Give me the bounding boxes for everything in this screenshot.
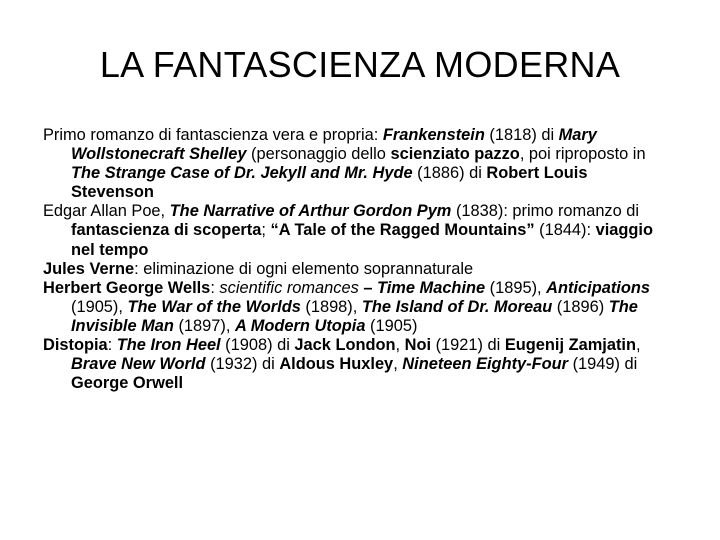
text-run: viaggio nel tempo [71,221,654,259]
text-run: : [210,278,220,297]
text-run: (1896) [552,297,609,316]
text-run: fantascienza di scoperta [71,221,262,240]
text-run: , [636,336,641,355]
text-run: A Modern Utopia [234,316,366,335]
text-run: Eugenij Zamjatin [504,336,636,355]
text-run: Mary Wollstonecraft Shelley [71,126,597,164]
text-run: Brave New World [71,355,206,374]
text-run: Herbert George Wells [43,278,211,297]
text-run: scientific romances [219,278,359,297]
body-paragraph [43,260,673,279]
text-run: ; [261,221,271,240]
text-run: , poi riproposto in [519,145,646,164]
body-paragraph [43,336,673,393]
text-run: The War of the Worlds [127,297,301,316]
text-run: (1886) di [412,164,487,183]
text-run: The Iron Heel [116,336,221,355]
text-run: George Orwell [71,374,184,393]
text-run: The Island of Dr. Moreau [361,297,553,316]
text-run: “A Tale of the Ragged Mountains” [270,221,535,240]
text-run: Jules Verne [43,259,135,278]
slide-body [43,126,673,393]
slide-title: LA FANTASCIENZA MODERNA [99,44,621,85]
text-run: Anticipations [546,278,650,297]
text-run: (1949) di [568,355,638,374]
text-run: (1921) di [431,336,505,355]
text-run: – [358,278,378,297]
text-run: (1932) di [205,355,280,374]
text-run: scienziato pazzo [390,145,520,164]
text-run: (1898), [300,297,362,316]
body-paragraph [43,279,673,336]
text-run: Jack London [294,336,396,355]
text-run: Noi [404,336,432,355]
text-run: (1897), [173,316,235,335]
text-run: : eliminazione di ogni elemento soprannaturale [134,259,474,278]
text-run: Edgar Allan Poe, [43,202,170,221]
text-run: (1844): [534,221,596,240]
text-run: (1908) di [220,336,295,355]
text-run: Nineteen Eighty-Four [402,355,569,374]
text-run: (1895), [485,278,547,297]
text-run: Robert Louis Stevenson [71,164,588,202]
body-paragraph [43,126,673,202]
text-run: (1905), [71,297,128,316]
text-run: (1905) [365,316,418,335]
text-run: Frankenstein [382,126,485,144]
text-run: (1818) di [484,126,559,144]
text-run: , [393,355,403,374]
text-run: (1838): primo romanzo di [451,202,640,221]
text-run: Aldous Huxley [279,355,394,374]
body-paragraph [43,202,673,259]
text-run: The Narrative of Arthur Gordon Pym [169,202,452,221]
text-run: Time Machine [377,278,486,297]
text-run: Distopia [43,336,108,355]
text-run: The Strange Case of Dr. Jekyll and Mr. Hyde [71,164,413,183]
text-run: , [395,336,405,355]
text-run: Primo romanzo di fantascienza vera e propria: [43,126,383,144]
text-run: : [107,336,117,355]
text-run: The Invisible Man [71,297,638,335]
text-run: (personaggio dello [246,145,391,164]
